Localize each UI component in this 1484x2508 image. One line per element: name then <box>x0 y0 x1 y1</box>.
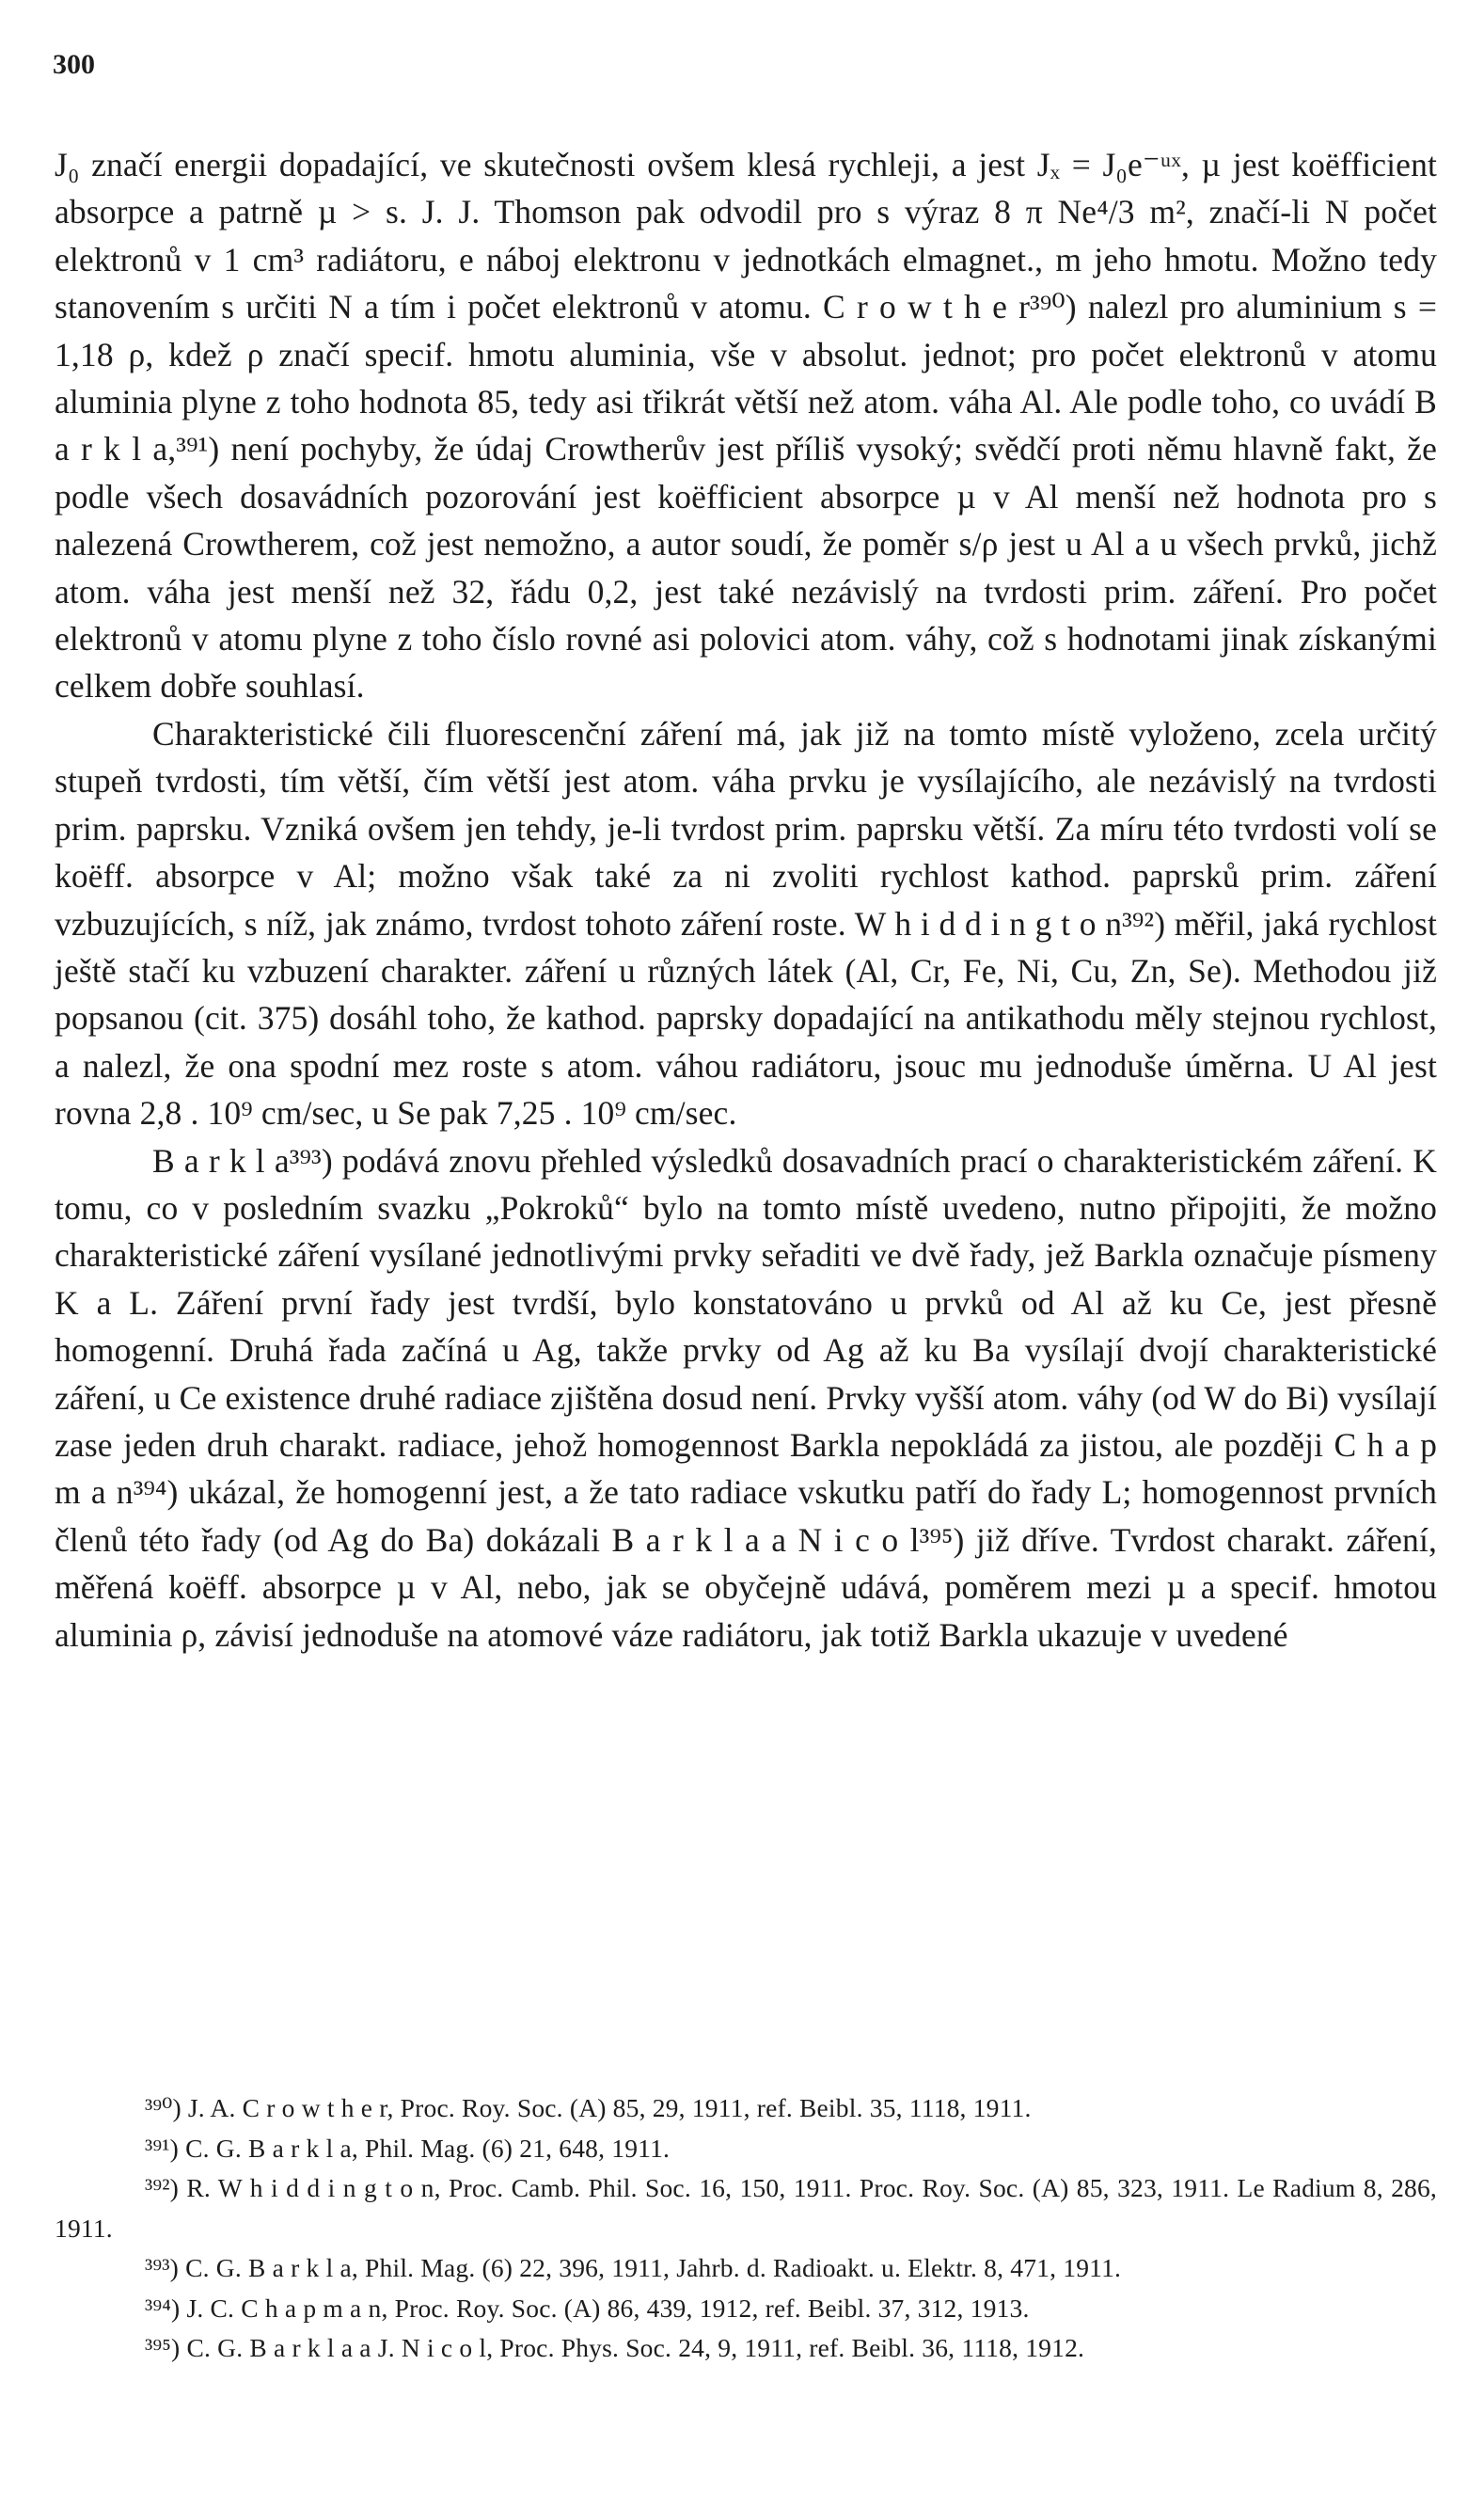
footnote-392: ³⁹²) R. W h i d d i n g t o n, Proc. Camb. Phil. Soc. 16, 150, 1911. Proc. Roy. Soc. (A) 85, 323, 1911. Le Radium 8, 286, 1911. <box>55 2173 1437 2243</box>
footnote-394: ³⁹⁴) J. C. C h a p m a n, Proc. Roy. Soc. (A) 86, 439, 1912, ref. Beibl. 37, 312, 1913. <box>145 2293 1030 2323</box>
footnotes <box>55 2088 1437 2369</box>
paragraph-1: J₀ značí energii dopadající, ve skutečnosti ovšem klesá rychleji, a jest Jₓ = J₀e⁻ᵘˣ, µ jest koëfficient absorpce a patrně µ > s. J. J. Thomson pak odvodil pro s výraz 8 π Ne⁴/3 m², značí-li N počet elektronů v 1 cm³ radiátoru, e náboj elektronu v jednotkách elmagnet., m jeho hmotu. Možno tedy stanovením s určiti N a tím i počet elektronů v atomu. C r o w t h e r³⁹⁰) nalezl pro aluminium s = 1,18 ρ, kdež ρ značí specif. hmotu aluminia, vše v absolut. jednot; pro počet elektronů v atomu aluminia plyne z toho hodnota 85, tedy asi třikrát větší než atom. váha Al. Ale podle toho, co uvádí B a r k l a,³⁹¹) není pochyby, že údaj Crowtherův jest příliš vysoký; svědčí proti němu hlavně fakt, že podle všech dosavádních pozorování jest koëfficient absorpce µ v Al menší než hodnota pro s nalezená Crowtherem, což jest nemožno, a autor soudí, že poměr s/ρ jest u Al a u všech prvků, jichž atom. váha jest menší než 32, řádu 0,2, jest také nezávislý na tvrdosti prim. záření. Pro počet elektronů v atomu plyne z toho číslo rovné asi polovici atom. váhy, což s hodnotami jinak získanými celkem dobře souhlasí. <box>55 146 1437 706</box>
paragraph-2: Charakteristické čili fluorescenční záření má, jak již na tomto místě vyloženo, zcela určitý stupeň tvrdosti, tím větší, čím větší jest atom. váha prvku je vysílajícího, ale nezávislý na tvrdosti prim. paprsku. Vzniká ovšem jen tehdy, je-li tvrdost prim. paprsku větší. Za míru této tvrdosti volí se koëff. absorpce v Al; možno však také za ni zvoliti rychlost kathod. paprsků prim. záření vzbuzujících, s níž, jak známo, tvrdost tohoto záření roste. W h i d d i n g t o n³⁹²) měřil, jaká rychlost ještě stačí ku vzbuzení charakter. záření u různých látek (Al, Cr, Fe, Ni, Cu, Zn, Se). Methodou již popsanou (cit. 375) dosáhl toho, že kathod. paprsky dopadající na antikathodu měly stejnou rychlost, a nalezl, že ona spodní mez roste s atom. váhou radiátoru, jsouc mu jednoduše úměrna. U Al jest rovna 2,8 . 10⁹ cm/sec, u Se pak 7,25 . 10⁹ cm/sec. <box>55 714 1437 1133</box>
footnote-390: ³⁹⁰) J. A. C r o w t h e r, Proc. Roy. Soc. (A) 85, 29, 1911, ref. Beibl. 35, 1118, 1911. <box>145 2093 1032 2122</box>
body-text <box>55 141 1437 1659</box>
footnote-391: ³⁹¹) C. G. B a r k l a, Phil. Mag. (6) 21, 648, 1911. <box>145 2133 671 2163</box>
footnote-393: ³⁹³) C. G. B a r k l a, Phil. Mag. (6) 22, 396, 1911, Jahrb. d. Radioakt. u. Elektr. 8, 471, 1911. <box>145 2253 1122 2282</box>
page-number: 300 <box>53 49 95 80</box>
paragraph-3: B a r k l a³⁹³) podává znovu přehled výsledků dosavadních prací o charakteristickém záření. K tomu, co v posledním svazku „Pokroků“ bylo na tomto místě uvedeno, nutno připojiti, že možno charakteristické záření vysílané jednotlivými prvky seřaditi ve dvě řady, jež Barkla označuje písmeny K a L. Záření první řady jest tvrdší, bylo konstatováno u prvků od Al až ku Ce, jest přesně homogenní. Druhá řada začíná u Ag, takže prvky od Ag až ku Ba vysílají dvojí charakteristické záření, u Ce existence druhé radiace zjištěna dosud není. Prvky vyšší atom. váhy (od W do Bi) vysílají zase jeden druh charakt. radiace, jehož homogennost Barkla nepokládá za jistou, ale později C h a p m a n³⁹⁴) ukázal, že homogenní jest, a že tato radiace vskutku patří do řady L; homogennost prvních členů této řady (od Ag do Ba) dokázali B a r k l a a N i c o l³⁹⁵) již dříve. Tvrdost charakt. záření, měřená koëff. absorpce µ v Al, nebo, jak se obyčejně udává, poměrem mezi µ a specif. hmotou aluminia ρ, závisí jednoduše na atomové váze radiátoru, jak totiž Barkla ukazuje v uvedené <box>55 1141 1437 1654</box>
footnote-395: ³⁹⁵) C. G. B a r k l a a J. N i c o l, Proc. Phys. Soc. 24, 9, 1911, ref. Beibl. 36, 1118, 1912. <box>145 2333 1085 2362</box>
